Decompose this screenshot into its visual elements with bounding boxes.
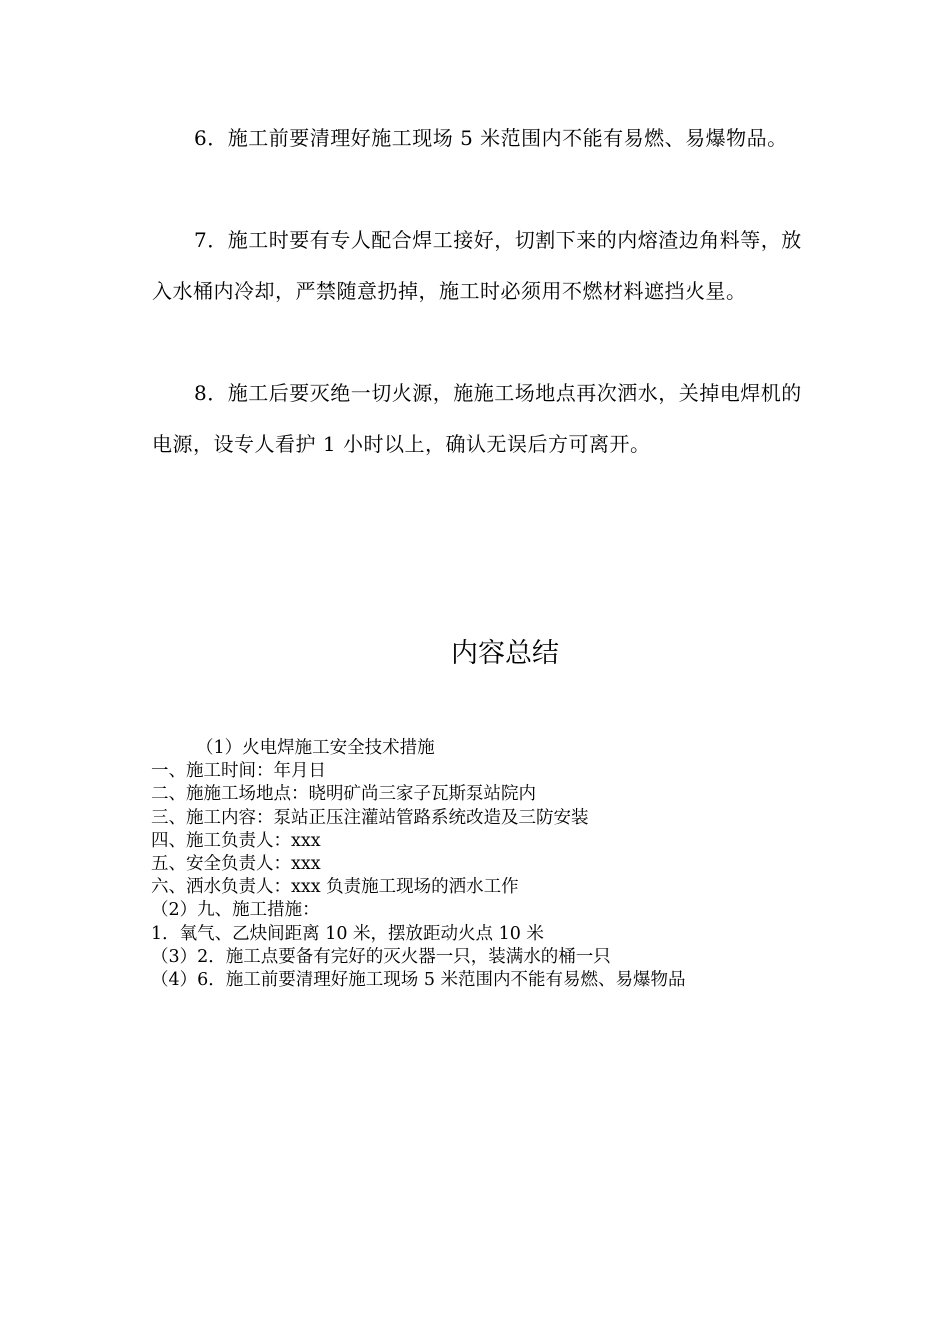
summary-line: （2）九、施工措施： bbox=[151, 900, 320, 921]
summary-line: 二、施施工场地点：晓明矿尚三家子瓦斯泵站院内 bbox=[151, 784, 536, 805]
summary-title: 内容总结 bbox=[451, 638, 559, 669]
paragraph-item-8: 8．施工后要灭绝一切火源，施施工场地点再次洒水，关掉电焊机的电源，设专人看护 1 小时以上，确认无误后方可离开。 bbox=[152, 381, 802, 456]
paragraph-item-6: 6．施工前要清理好施工现场 5 米范围内不能有易燃、易爆物品。 bbox=[194, 126, 788, 150]
summary-line: 五、安全负责人：xxx bbox=[151, 854, 321, 875]
summary-line: 四、施工负责人：xxx bbox=[151, 830, 321, 851]
summary-line: 六、洒水负责人：xxx 负责施工现场的洒水工作 bbox=[151, 877, 519, 898]
summary-line: 一、施工时间：年月日 bbox=[151, 761, 326, 782]
summary-line: （1）火电焊施工安全技术措施 bbox=[196, 738, 435, 758]
summary-line: 三、施工内容：泵站正压注灌站管路系统改造及三防安装 bbox=[151, 807, 589, 828]
summary-line: 1．氧气、乙炔间距离 10 米，摆放距动火点 10 米 bbox=[151, 923, 544, 944]
summary-list bbox=[151, 737, 911, 992]
paragraph-item-7: 7．施工时要有专人配合焊工接好，切割下来的内熔渣边角料等，放入水桶内冷却，严禁随意扔掉，施工时必须用不燃材料遮挡火星。 bbox=[152, 228, 802, 303]
summary-line: （4）6．施工前要清理好施工现场 5 米范围内不能有易燃、易爆物品 bbox=[151, 970, 686, 991]
summary-line: （3）2．施工点要备有完好的灭火器一只，装满水的桶一只 bbox=[151, 946, 611, 967]
